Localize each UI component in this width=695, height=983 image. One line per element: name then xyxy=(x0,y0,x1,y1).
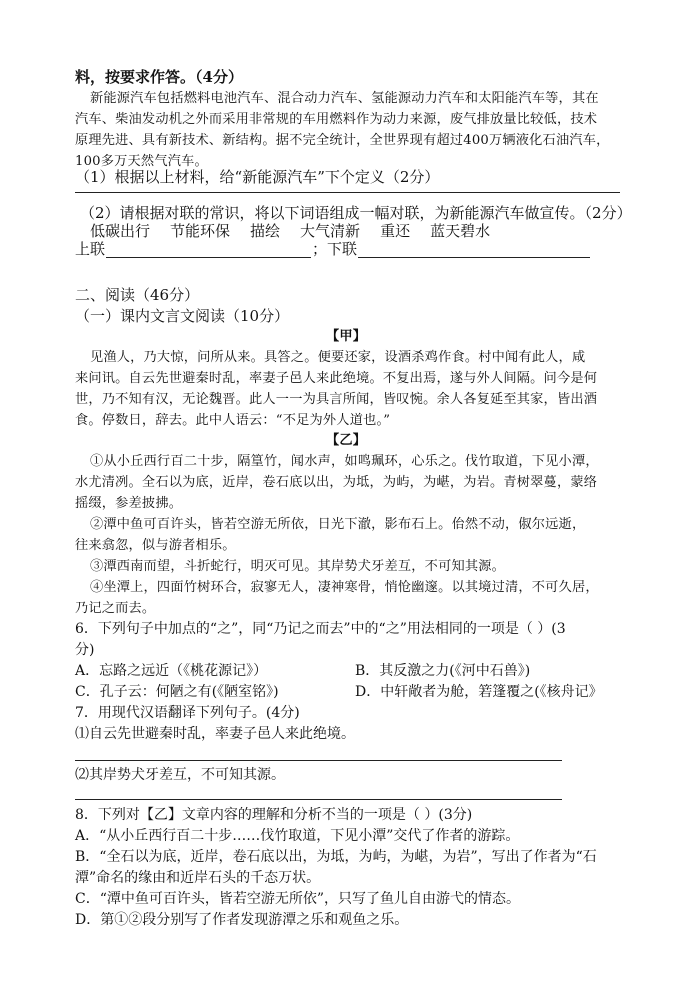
question-intro: 料，按要求作答。（4分） xyxy=(75,68,243,86)
question-8: 8．下列对【乙】文章内容的理解和分析不当的一项是（ ）(3分) xyxy=(75,807,473,823)
option-d[interactable]: D．第①②段分别写了作者发现游潭之乐和观鱼之乐。 xyxy=(75,912,409,928)
word-item: 蓝天碧水 xyxy=(430,222,491,240)
option-b[interactable]: B．其反激之力(《河中石兽》) xyxy=(355,663,531,679)
answer-line[interactable] xyxy=(75,799,562,800)
subsection-heading: （一）课内文言文阅读（10分） xyxy=(75,307,290,325)
material-line: 原理先进、具有新技术、新结构。据不完全统计，全世界现有超过400万辆液化石油汽车， xyxy=(75,133,610,148)
question-6: 6．下列句子中加点的“之”，同“乃记之而去”中的“之”用法相同的一项是（ ）(3 xyxy=(75,621,566,637)
couplet-lower-label: ；下联 xyxy=(312,240,358,258)
passage-b-line: ③潭西南而望，斗折蛇行，明灭可见。其岸势犬牙差互，不可知其源。 xyxy=(90,559,506,574)
option-d[interactable]: D．中轩敞者为舱，箬篷覆之(《核舟记》 xyxy=(355,684,603,700)
passage-b-line: ①从小丘西行百二十步，隔篁竹，闻水声，如鸣珮环，心乐之。伐竹取道，下见小潭， xyxy=(90,454,599,469)
couplet-upper-label: 上联 xyxy=(75,240,106,258)
word-item: 低碳出行 xyxy=(90,222,151,240)
material-line: 100多万天然气汽车。 xyxy=(75,154,208,169)
passage-b-line: 乃记之而去。 xyxy=(75,601,156,616)
material-line: 汽车、柴油发动机之外而采用非常规的车用燃料作为动力来源，废气排放量比较低，技术 xyxy=(75,112,598,127)
passage-b-line: 往来翕忽，似与游者相乐。 xyxy=(75,538,236,553)
question-7-item-1: ⑴自云先世避秦时乱，率妻子邑人来此绝境。 xyxy=(75,726,355,742)
passage-b-title: 【乙】 xyxy=(326,433,367,448)
passage-a-title: 【甲】 xyxy=(326,329,367,344)
couplet-upper-blank[interactable] xyxy=(106,257,311,258)
answer-line[interactable] xyxy=(75,760,562,761)
passage-b-line: ②潭中鱼可百许头，皆若空游无所依，日光下澈，影布石上。佁然不动，俶尔远逝， xyxy=(90,517,586,532)
answer-line[interactable] xyxy=(75,192,620,193)
passage-a-line: 见渔人，乃大惊，问所从来。具答之。便要还家，设酒杀鸡作食。村中闻有此人，咸 xyxy=(90,350,586,365)
material-line: 新能源汽车包括燃料电池汽车、混合动力汽车、氢能源动力汽车和太阳能汽车等，其在 xyxy=(90,91,599,106)
word-item: 描绘 xyxy=(250,222,281,240)
passage-b-line: 水尤清冽。全石以为底，近岸，卷石底以出，为坻，为屿，为嵁，为岩。青树翠蔓，蒙络 xyxy=(75,475,598,490)
word-item: 重还 xyxy=(380,222,411,240)
word-item: 节能环保 xyxy=(170,222,231,240)
passage-b-line: 摇缀，参差披拂。 xyxy=(75,496,183,511)
couplet-lower-blank[interactable] xyxy=(358,257,590,258)
option-c[interactable]: C．孔子云：何陋之有(《陋室铭》) xyxy=(75,684,279,700)
passage-b-line: ④坐潭上，四面竹树环合，寂寥无人，凄神寒骨，悄怆幽邃。以其境过清，不可久居， xyxy=(90,580,599,595)
word-item: 大气清新 xyxy=(300,222,361,240)
word-list xyxy=(90,224,510,239)
option-a[interactable]: A．“从小丘西行百二十步……伐竹取道，下见小潭”交代了作者的游踪。 xyxy=(75,828,520,844)
question-1: （1）根据以上材料，给“新能源汽车”下个定义（2分） xyxy=(75,168,440,186)
option-a[interactable]: A．忘路之远近（《桃花源记》） xyxy=(75,663,268,679)
option-b[interactable]: B．“全石以为底，近岸，卷石底以出，为坻，为屿，为嵁，为岩”，写出了作者为“石 xyxy=(75,849,597,865)
option-c[interactable]: C．“潭中鱼可百许头，皆若空游无所依”，只写了鱼儿自由游弋的情态。 xyxy=(75,891,521,907)
section-heading: 二、阅读（46分） xyxy=(75,286,200,304)
option-b-cont: 潭”命名的缘由和近岸石头的千态万状。 xyxy=(75,870,321,886)
passage-a-line: 世，乃不知有汉，无论魏晋。此人一一为具言所闻，皆叹惋。余人各复延至其家，皆出酒 xyxy=(75,392,598,407)
passage-a-line: 来问讯。自云先世避秦时乱，率妻子邑人来此绝境。不复出焉，遂与外人间隔。问今是何 xyxy=(75,371,598,386)
question-2: （2）请根据对联的常识，将以下词语组成一幅对联，为新能源汽车做宣传。（2分） xyxy=(80,204,632,222)
passage-a-line: 食。停数日，辞去。此中人语云：“不足为外人道也。” xyxy=(75,413,391,428)
question-7: 7．用现代汉语翻译下列句子。(4分) xyxy=(75,705,300,721)
question-7-item-2: ⑵其岸势犬牙差互，不可知其源。 xyxy=(75,767,285,783)
question-6-cont: 分) xyxy=(75,642,95,658)
